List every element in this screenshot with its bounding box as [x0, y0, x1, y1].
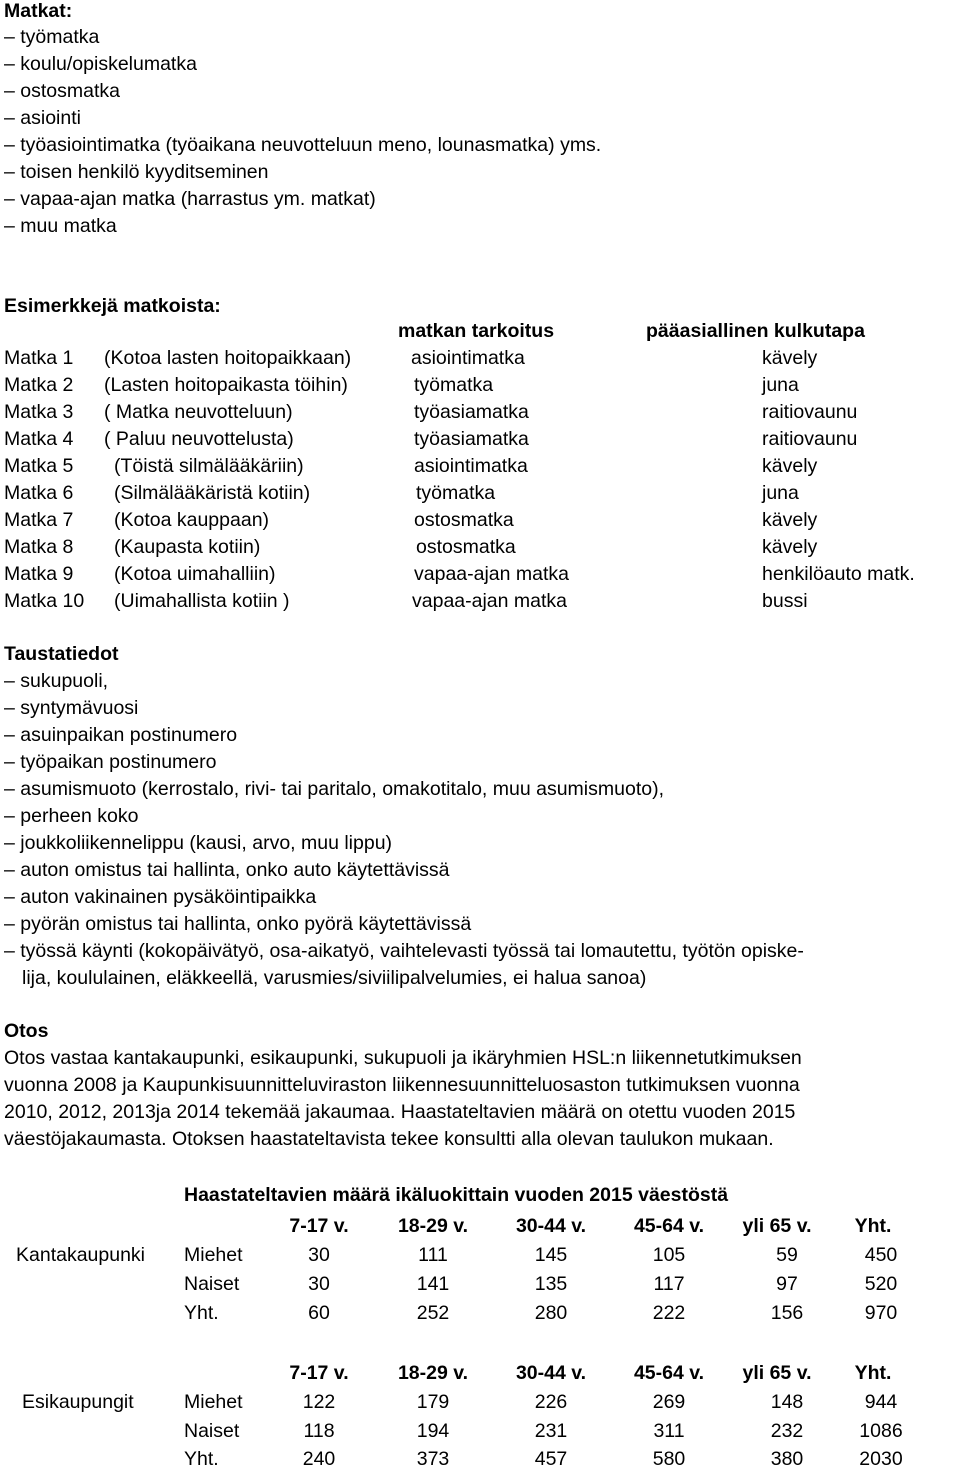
trip-id: Matka 4	[4, 428, 74, 450]
table-title: Haastateltavien määrä ikäluokittain vuoden 2015 väestöstä	[184, 1184, 729, 1206]
table-cell: 580	[652, 1448, 686, 1470]
area-label: Esikaupungit	[22, 1391, 134, 1413]
table-cell: 118	[303, 1420, 335, 1442]
trip-list-item: – ostosmatka	[4, 80, 120, 102]
mode-column-header: pääasiallinen kulkutapa	[646, 320, 865, 342]
table-cell: 1086	[859, 1420, 903, 1442]
age-column-header: 18-29 v.	[397, 1362, 469, 1384]
trip-id: Matka 10	[4, 590, 85, 612]
age-column-header: 30-44 v.	[515, 1215, 587, 1237]
table-cell: 457	[534, 1448, 568, 1470]
table-cell: 240	[302, 1448, 336, 1470]
trip-id: Matka 6	[4, 482, 74, 504]
trip-mode: raitiovaunu	[762, 428, 858, 450]
table-cell: 520	[864, 1273, 898, 1295]
trip-list-item: – koulu/opiskelumatka	[4, 53, 197, 75]
total-column-header: Yht.	[854, 1362, 892, 1384]
trip-list-item: – työmatka	[4, 26, 100, 48]
trip-id: Matka 5	[4, 455, 74, 477]
background-list-item: – auton vakinainen pysäköintipaikka	[4, 886, 317, 908]
trip-description: (Kaupasta kotiin)	[114, 536, 261, 558]
table-cell: 111	[418, 1244, 448, 1266]
background-list-item: – sukupuoli,	[4, 670, 109, 692]
age-column-header: 7-17 v.	[289, 1362, 349, 1384]
sample-heading: Otos	[4, 1020, 49, 1042]
row-label: Naiset	[184, 1273, 240, 1295]
background-list-item: – työpaikan postinumero	[4, 751, 217, 773]
table-cell: 970	[864, 1302, 898, 1324]
sample-paragraph-line: vuonna 2008 ja Kaupunkisuunnitteluviraston liikennesuunnitteluosaston tutkimuksen vuonna	[4, 1074, 800, 1096]
background-list-item: – pyörän omistus tai hallinta, onko pyörä käytettävissä	[4, 913, 472, 935]
trip-description: (Töistä silmälääkäriin)	[114, 455, 304, 477]
age-column-header: yli 65 v.	[742, 1215, 812, 1237]
sample-paragraph-line: väestöjakaumasta. Otoksen haastateltavista tekee konsultti alla olevan taulukon mukaan.	[4, 1128, 774, 1150]
age-column-header: yli 65 v.	[742, 1362, 812, 1384]
table-cell: 97	[776, 1273, 798, 1295]
trip-description: (Kotoa uimahalliin)	[114, 563, 276, 585]
trip-id: Matka 9	[4, 563, 74, 585]
trip-purpose: ostosmatka	[416, 536, 516, 558]
background-list-item: – asuinpaikan postinumero	[4, 724, 238, 746]
trip-description: (Silmälääkäristä kotiin)	[114, 482, 311, 504]
trip-mode: raitiovaunu	[762, 401, 858, 423]
trip-purpose: vapaa-ajan matka	[414, 563, 570, 585]
table-cell: 231	[534, 1420, 568, 1442]
trip-list-item: – muu matka	[4, 215, 117, 237]
trip-mode: kävely	[762, 347, 818, 369]
trip-id: Matka 1	[4, 347, 74, 369]
area-label: Kantakaupunki	[16, 1244, 146, 1266]
background-list-item: – asumismuoto (kerrostalo, rivi- tai paritalo, omakotitalo, muu asumismuoto),	[4, 778, 664, 800]
table-cell: 380	[770, 1448, 804, 1470]
table-cell: 105	[652, 1244, 686, 1266]
trip-id: Matka 7	[4, 509, 74, 531]
table-cell: 232	[770, 1420, 804, 1442]
table-cell: 226	[534, 1391, 568, 1413]
background-list-item: – auton omistus tai hallinta, onko auto käytettävissä	[4, 859, 450, 881]
trip-mode: henkilöauto matk.	[762, 563, 915, 585]
table-cell: 269	[652, 1391, 686, 1413]
table-cell: 373	[416, 1448, 450, 1470]
examples-heading: Esimerkkejä matkoista:	[4, 295, 221, 317]
table-cell: 145	[534, 1244, 568, 1266]
background-list-item: – perheen koko	[4, 805, 139, 827]
trip-description: ( Matka neuvotteluun)	[104, 401, 293, 423]
row-label: Miehet	[184, 1244, 243, 1266]
sample-paragraph-line: 2010, 2012, 2013ja 2014 tekemää jakaumaa. Haastateltavien määrä on otettu vuoden 2015	[4, 1101, 796, 1123]
purpose-column-header: matkan tarkoitus	[398, 320, 555, 342]
row-label: Miehet	[184, 1391, 243, 1413]
table-cell: 148	[770, 1391, 804, 1413]
trip-list-item: – toisen henkilö kyyditseminen	[4, 161, 269, 183]
row-label: Yht.	[184, 1302, 219, 1324]
trip-id: Matka 3	[4, 401, 74, 423]
table-cell: 122	[302, 1391, 336, 1413]
table-cell: 222	[652, 1302, 686, 1324]
table-cell: 179	[416, 1391, 450, 1413]
trip-purpose: työasiamatka	[414, 401, 529, 423]
background-list-item: – työssä käynti (kokopäivätyö, osa-aikatyö, vaihtelevasti työssä tai lomautettu, työtön opiske-	[4, 940, 804, 962]
background-list-item: – syntymävuosi	[4, 697, 139, 719]
trip-mode: bussi	[762, 590, 808, 612]
trip-list-item: – asiointi	[4, 107, 81, 129]
trip-list-item: – vapaa-ajan matka (harrastus ym. matkat)	[4, 188, 376, 210]
trip-list-item: – työasiointimatka (työaikana neuvotteluun meno, lounasmatka) yms.	[4, 134, 602, 156]
table-cell: 141	[416, 1273, 450, 1295]
age-column-header: 18-29 v.	[397, 1215, 469, 1237]
trip-purpose: työmatka	[416, 482, 496, 504]
row-label: Yht.	[184, 1448, 219, 1470]
table-cell: 280	[534, 1302, 568, 1324]
trip-id: Matka 2	[4, 374, 74, 396]
table-cell: 252	[416, 1302, 450, 1324]
table-cell: 59	[776, 1244, 798, 1266]
age-column-header: 30-44 v.	[515, 1362, 587, 1384]
trip-description: ( Paluu neuvottelusta)	[104, 428, 294, 450]
trips-heading: Matkat:	[4, 0, 73, 22]
background-list-item: – joukkoliikennelippu (kausi, arvo, muu lippu)	[4, 832, 393, 854]
trip-description: (Uimahallista kotiin )	[114, 590, 290, 612]
trip-mode: kävely	[762, 536, 818, 558]
trip-description: (Kotoa kauppaan)	[114, 509, 270, 531]
table-cell: 30	[308, 1244, 330, 1266]
age-column-header: 45-64 v.	[633, 1362, 705, 1384]
table-cell: 194	[416, 1420, 450, 1442]
age-column-header: 45-64 v.	[633, 1215, 705, 1237]
trip-mode: kävely	[762, 509, 818, 531]
table-cell: 135	[534, 1273, 568, 1295]
trip-mode: kävely	[762, 455, 818, 477]
background-heading: Taustatiedot	[4, 643, 119, 665]
age-column-header: 7-17 v.	[289, 1215, 349, 1237]
trip-purpose: asiointimatka	[411, 347, 525, 369]
trip-description: (Lasten hoitopaikasta töihin)	[104, 374, 348, 396]
table-cell: 2030	[859, 1448, 903, 1470]
table-cell: 156	[770, 1302, 804, 1324]
row-label: Naiset	[184, 1420, 240, 1442]
trip-purpose: vapaa-ajan matka	[412, 590, 568, 612]
trip-mode: juna	[762, 482, 799, 504]
table-cell: 311	[653, 1420, 685, 1442]
sample-paragraph-line: Otos vastaa kantakaupunki, esikaupunki, sukupuoli ja ikäryhmien HSL:n liikennetutkimuksen	[4, 1047, 802, 1069]
trip-purpose: työasiamatka	[414, 428, 529, 450]
trip-purpose: asiointimatka	[414, 455, 528, 477]
trip-purpose: ostosmatka	[414, 509, 514, 531]
table-cell: 60	[308, 1302, 330, 1324]
total-column-header: Yht.	[854, 1215, 892, 1237]
trip-id: Matka 8	[4, 536, 74, 558]
table-cell: 944	[864, 1391, 898, 1413]
trip-mode: juna	[762, 374, 799, 396]
trip-purpose: työmatka	[414, 374, 494, 396]
table-cell: 117	[653, 1273, 685, 1295]
table-cell: 450	[864, 1244, 898, 1266]
trip-description: (Kotoa lasten hoitopaikkaan)	[104, 347, 352, 369]
table-cell: 30	[308, 1273, 330, 1295]
background-list-item-continuation: lija, koululainen, eläkkeellä, varusmies/siviilipalvelumies, ei halua sanoa)	[22, 967, 647, 989]
